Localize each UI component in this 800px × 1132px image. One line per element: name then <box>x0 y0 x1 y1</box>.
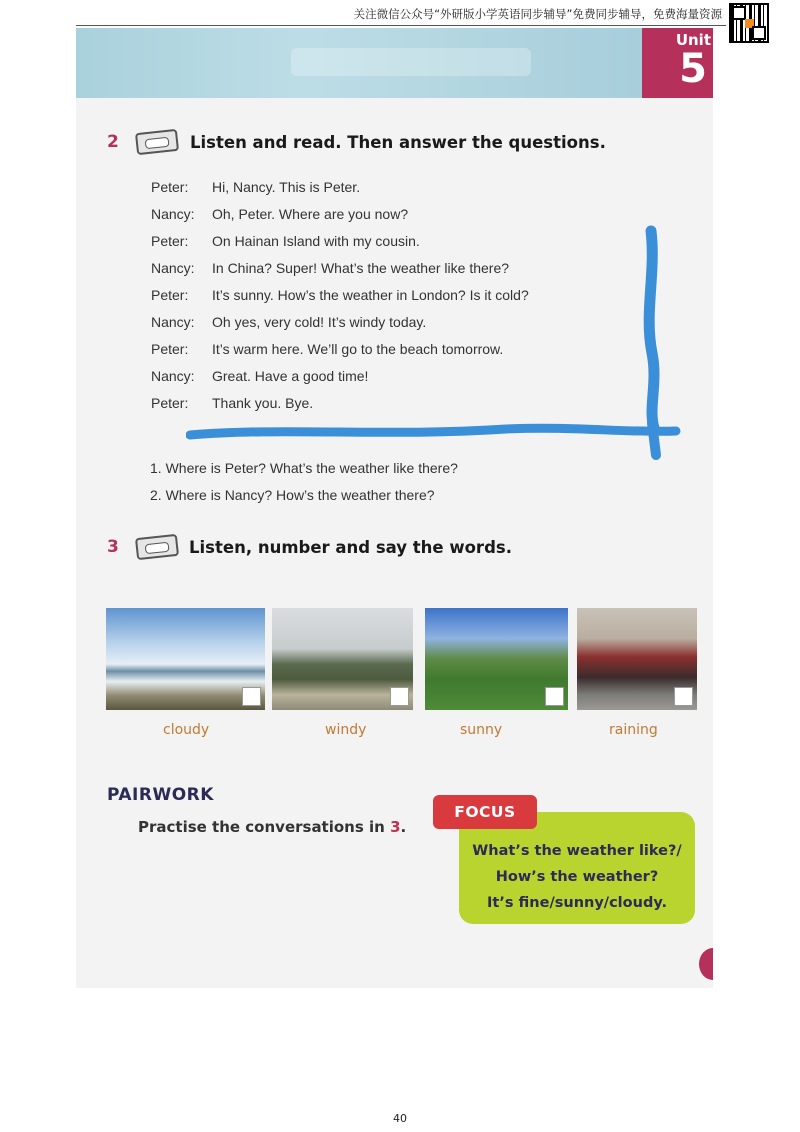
word-raining: raining <box>609 722 658 738</box>
dialogue-line: Peter: Hi, Nancy. This is Peter. <box>151 179 361 195</box>
pairwork-instruction: Practise the conversations in 3. <box>138 818 407 836</box>
page-banner <box>76 28 642 98</box>
number-box[interactable] <box>390 687 409 706</box>
section3-number: 3 <box>107 537 119 557</box>
header-note: 关注微信公众号“外研版小学英语同步辅导”免费同步辅导，免费海量资源 <box>353 7 722 21</box>
qr-code-icon <box>729 3 769 43</box>
unit-tab <box>642 28 713 98</box>
photo-cloudy <box>106 608 265 710</box>
dialogue-line: Nancy: Oh, Peter. Where are you now? <box>151 206 409 222</box>
cassette-icon <box>135 129 179 155</box>
dialogue-line: Peter: Thank you. Bye. <box>151 395 314 411</box>
dialogue-line: Nancy: In China? Super! What’s the weather like there? <box>151 260 510 276</box>
section2-title: Listen and read. Then answer the questions. <box>190 133 606 152</box>
page-number: 40 <box>393 1112 407 1125</box>
dialogue-line: Peter: It’s sunny. How’s the weather in London? Is it cold? <box>151 287 529 303</box>
photo-raining <box>577 608 697 710</box>
photo-windy <box>272 608 413 710</box>
word-cloudy: cloudy <box>163 722 210 738</box>
focus-tag: FOCUS <box>433 795 537 829</box>
unit-label: Unit <box>675 31 711 49</box>
textbook-page <box>76 28 713 988</box>
number-box[interactable] <box>242 687 261 706</box>
dialogue-line: Peter: On Hainan Island with my cousin. <box>151 233 420 249</box>
number-box[interactable] <box>545 687 564 706</box>
dialogue-line: Nancy: Oh yes, very cold! It’s windy today. <box>151 314 427 330</box>
dialogue-line: Peter: It’s warm here. We’ll go to the beach tomorrow. <box>151 341 504 357</box>
pairwork-heading: PAIRWORK <box>107 785 214 805</box>
word-windy: windy <box>325 722 367 738</box>
question-1: 1. Where is Peter? What’s the weather like there? <box>150 460 458 476</box>
dialogue-line: Nancy: Great. Have a good time! <box>151 368 369 384</box>
number-box[interactable] <box>674 687 693 706</box>
focus-line-2: How’s the weather? <box>495 869 659 885</box>
question-2: 2. Where is Nancy? How’s the weather there? <box>150 487 435 503</box>
focus-line-3: It’s fine/sunny/cloudy. <box>487 895 667 911</box>
unit-number: 5 <box>679 46 707 92</box>
cassette-icon <box>135 534 179 560</box>
page-corner-dot <box>699 948 713 980</box>
word-sunny: sunny <box>460 722 503 738</box>
section2-number: 2 <box>107 132 119 152</box>
header-rule <box>76 25 726 26</box>
photo-sunny <box>425 608 568 710</box>
section3-title: Listen, number and say the words. <box>189 538 512 557</box>
focus-line-1: What’s the weather like?/ <box>472 843 682 859</box>
